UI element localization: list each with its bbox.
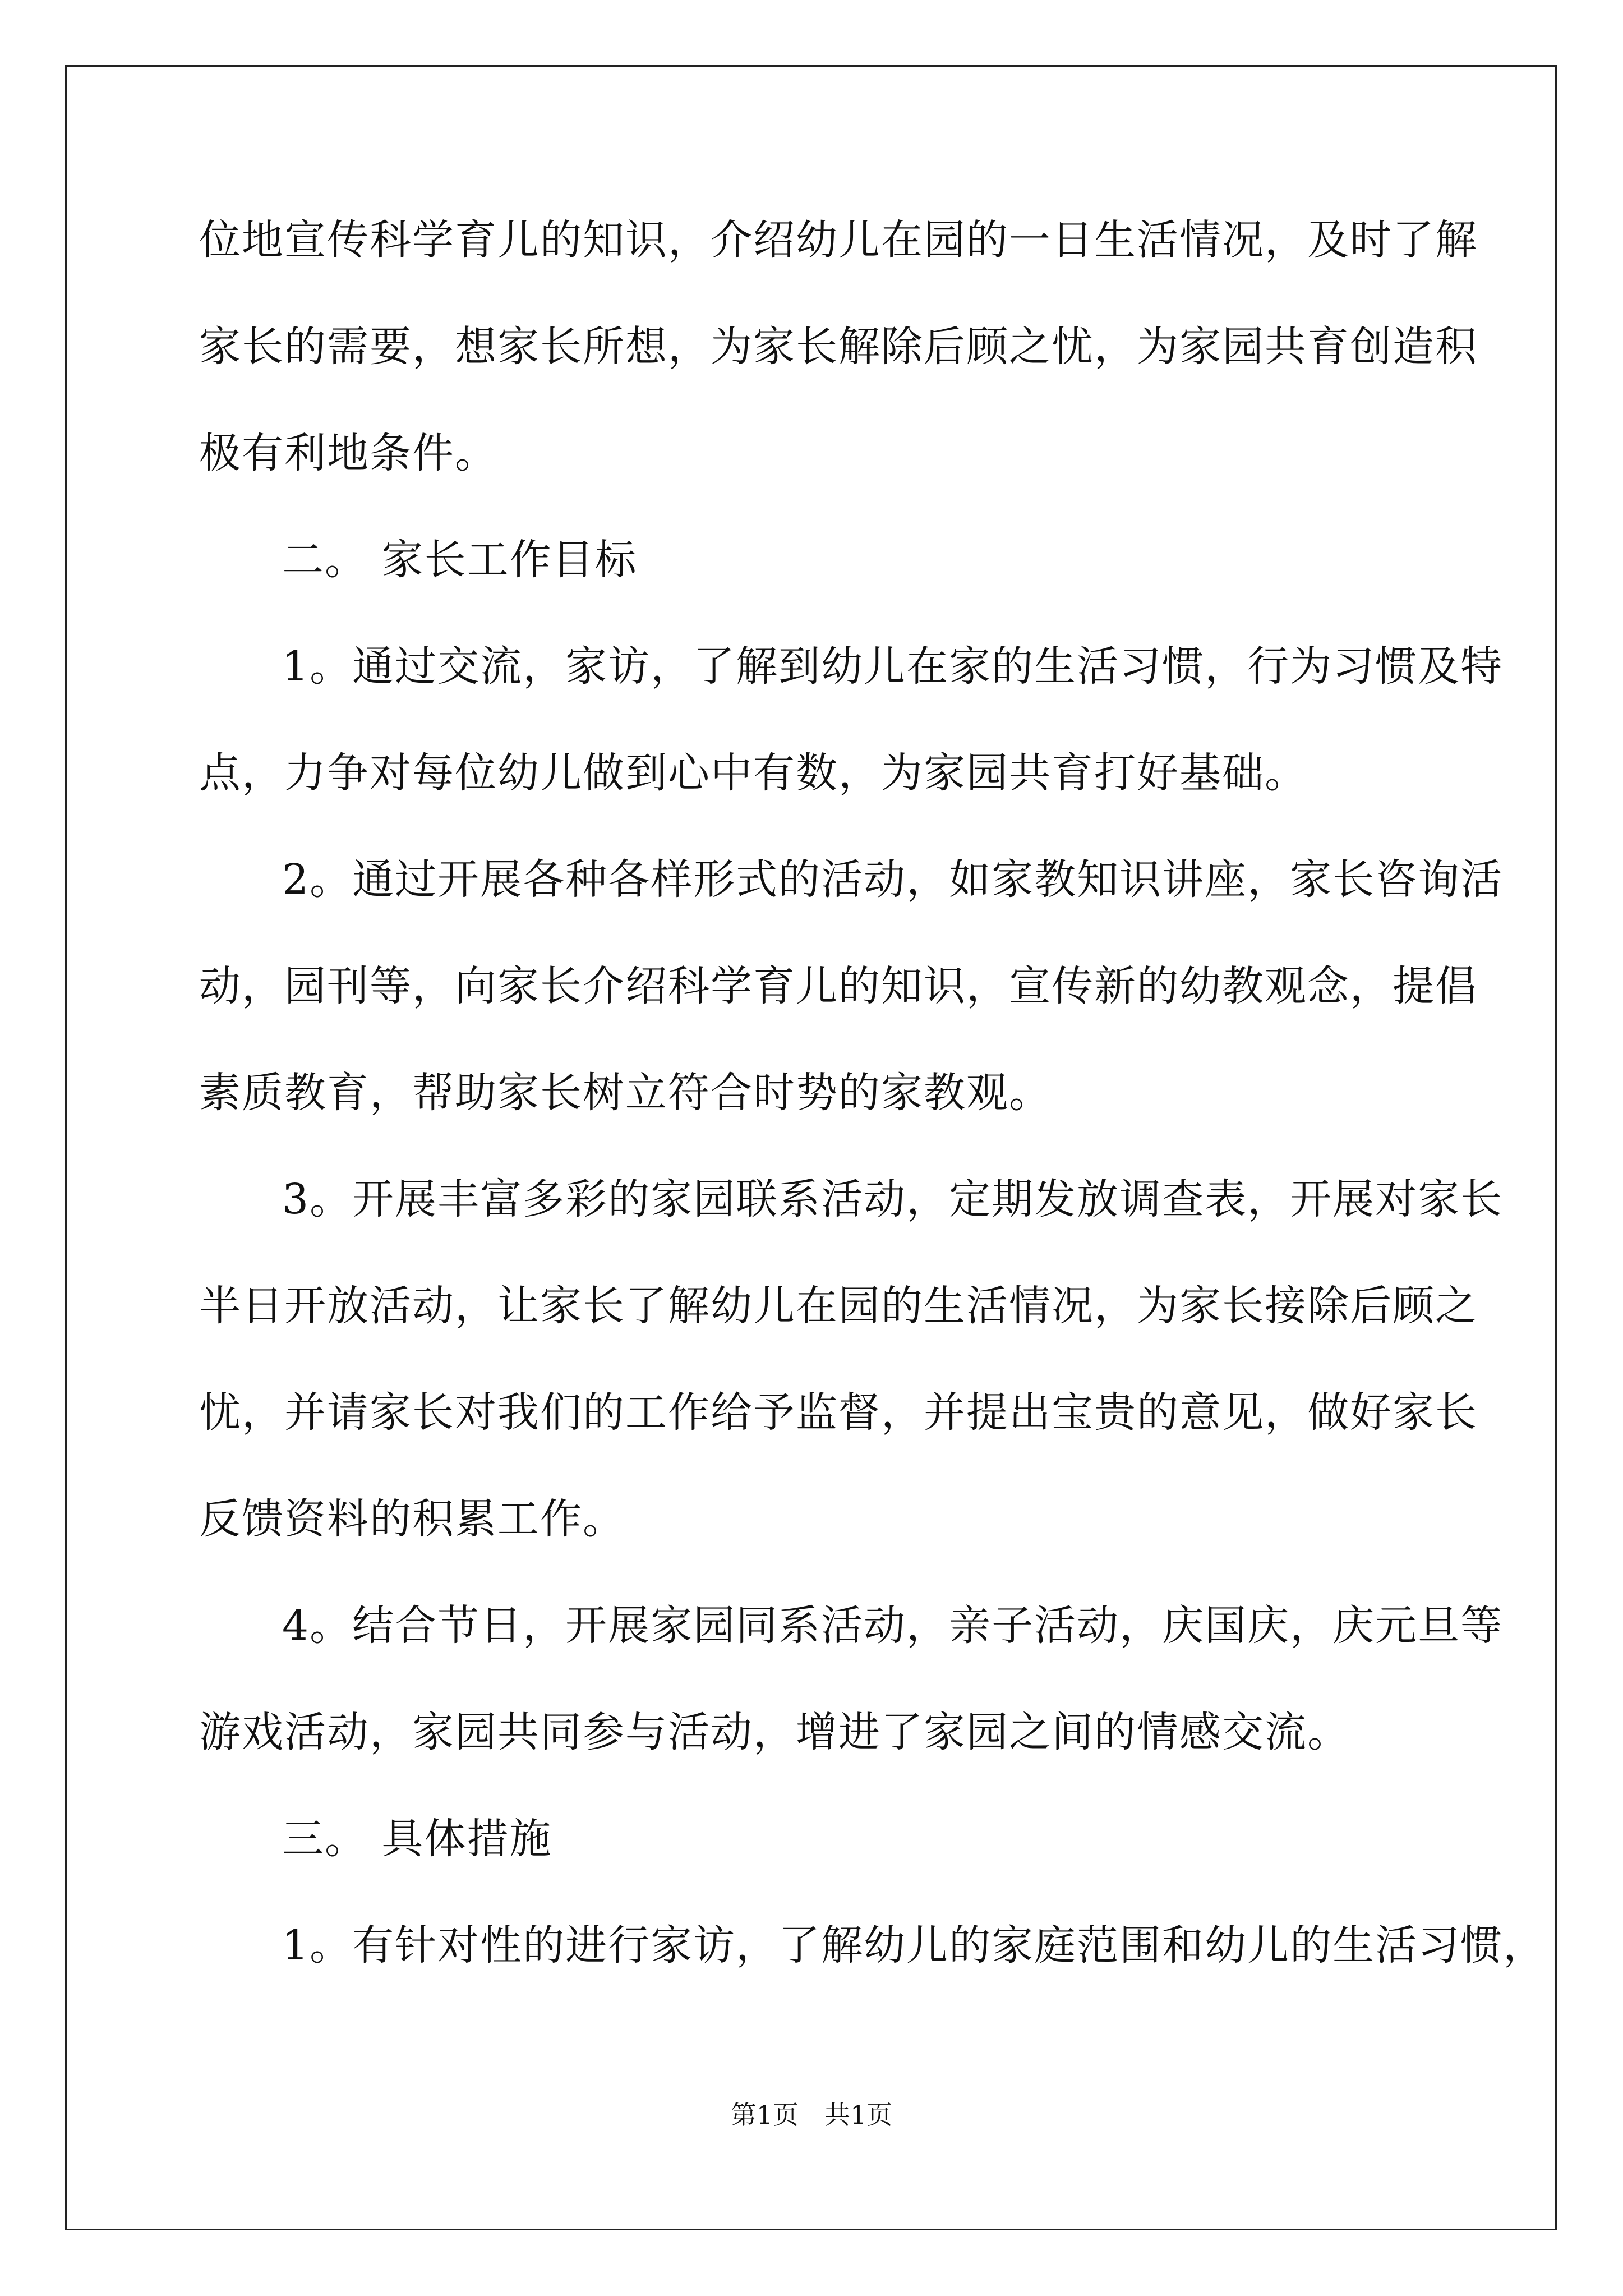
paragraph-line: 1。通过交流，家访，了解到幼儿在家的生活习惯，行为习惯及特	[282, 642, 1504, 691]
section-heading: 三。 具体措施	[282, 1815, 552, 1863]
paragraph-line: 极有利地条件。	[199, 429, 497, 477]
paragraph-line: 2。通过开展各种各样形式的活动，如家教知识讲座，家长咨询活	[282, 855, 1504, 904]
paragraph-line: 游戏活动，家园共同参与活动，增进了家园之间的情感交流。	[199, 1708, 1350, 1756]
paragraph-line: 忧，并请家长对我们的工作给予监督，并提出宝贵的意见，做好家长	[199, 1388, 1478, 1437]
paragraph-line: 反馈资料的积累工作。	[199, 1495, 625, 1543]
document-body	[199, 213, 1546, 2025]
section-heading: 二。 家长工作目标	[282, 536, 638, 584]
paragraph-line: 半日开放活动，让家长了解幼儿在园的生活情况，为家长接除后顾之	[199, 1282, 1478, 1330]
paragraph-line: 3。开展丰富多彩的家园联系活动，定期发放调查表，开展对家长	[282, 1175, 1504, 1223]
paragraph-line: 动，园刊等，向家长介绍科学育儿的知识，宣传新的幼教观念，提倡	[199, 962, 1478, 1010]
paragraph-line: 点，力争对每位幼儿做到心中有数，为家园共育打好基础。	[199, 749, 1307, 797]
page-footer: 第1页 共1页	[730, 2100, 893, 2130]
paragraph-line: 1。有针对性的进行家访，了解幼儿的家庭范围和幼儿的生活习惯，	[282, 1921, 1546, 1970]
paragraph-line: 素质教育，帮助家长树立符合时势的家教观。	[199, 1069, 1052, 1117]
paragraph-line: 4。结合节日，开展家园同系活动，亲子活动，庆国庆，庆元旦等	[282, 1602, 1504, 1650]
paragraph-line: 家长的需要，想家长所想，为家长解除后顾之忧，为家园共育创造积	[199, 323, 1478, 371]
paragraph-line: 位地宣传科学育儿的知识，介绍幼儿在园的一日生活情况，及时了解	[199, 216, 1478, 264]
